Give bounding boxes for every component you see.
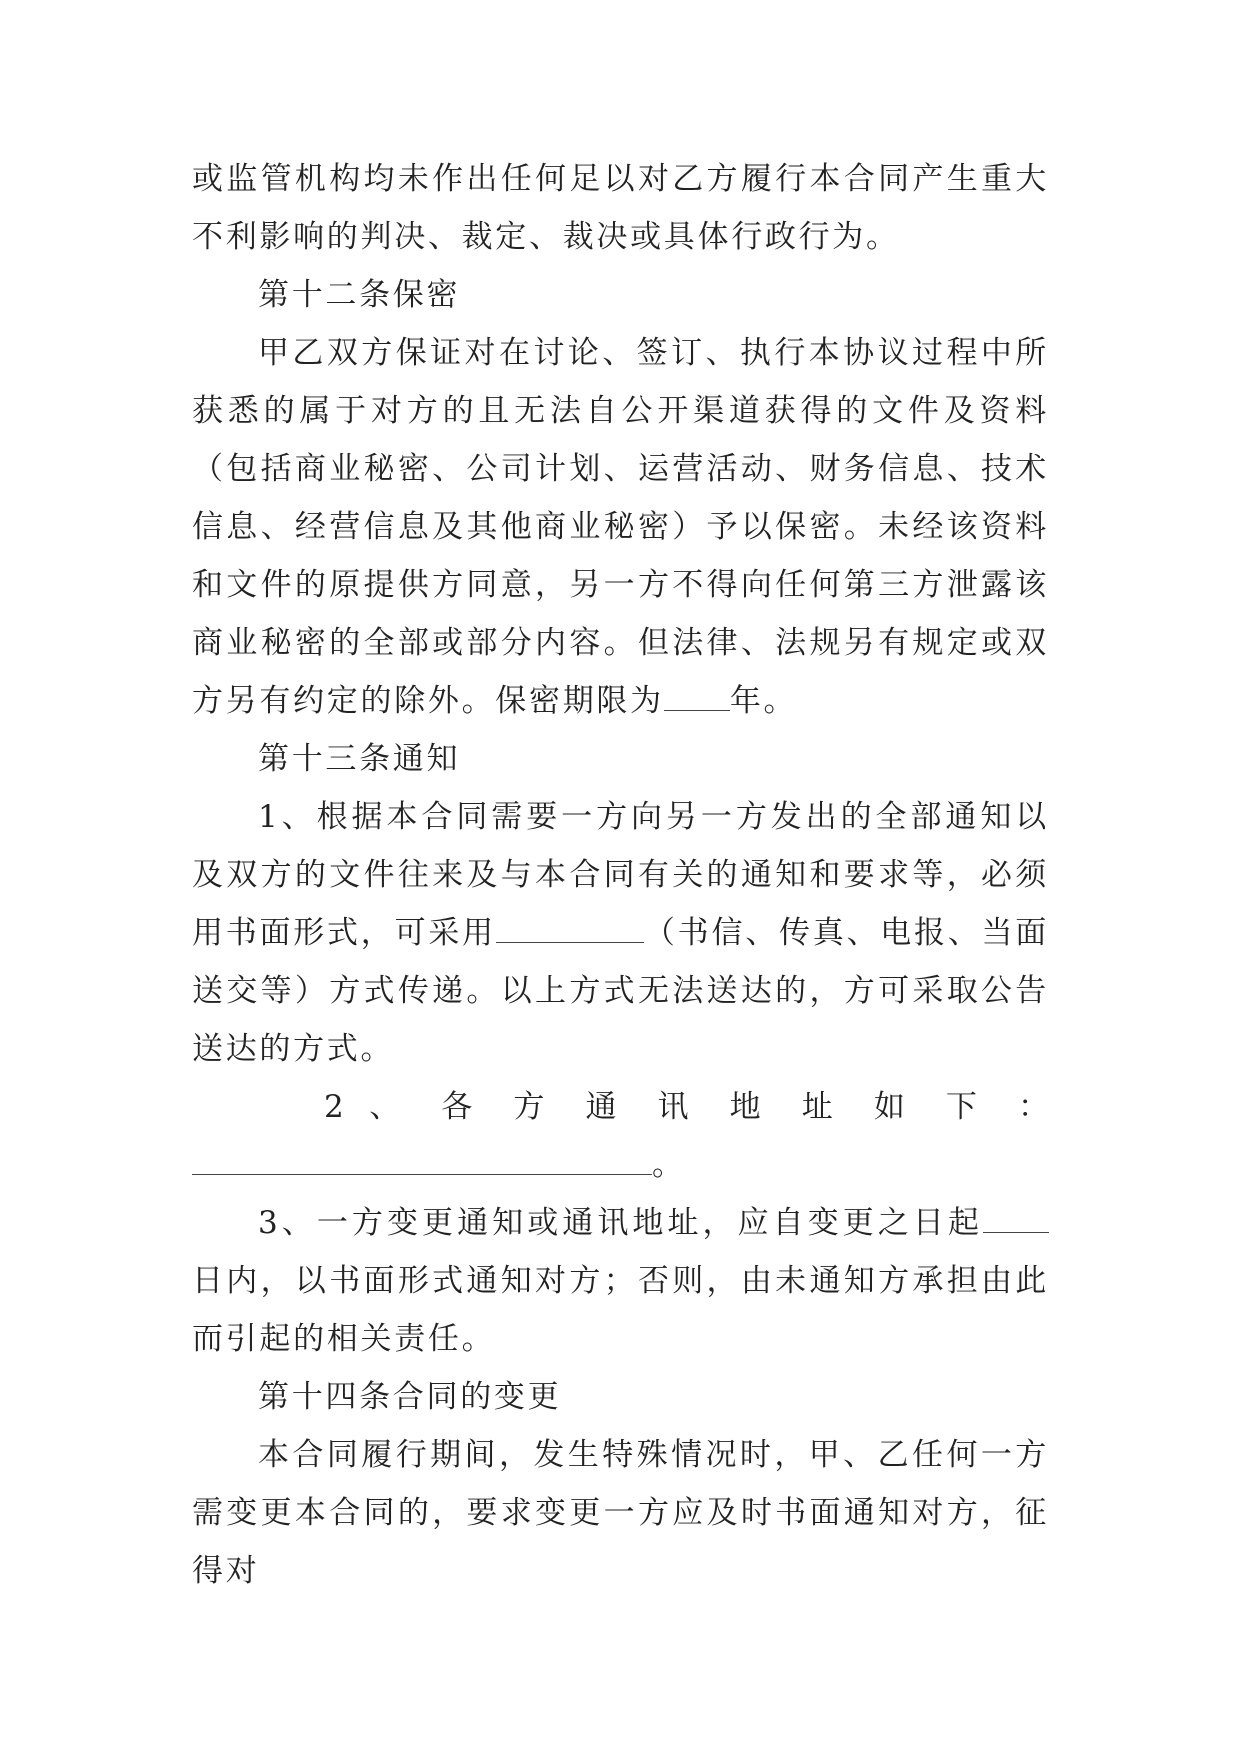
clause-13-heading bbox=[192, 730, 1049, 788]
clause-12-body bbox=[192, 324, 1049, 730]
blank-field-days[interactable] bbox=[983, 1202, 1049, 1233]
paragraph-text: 3、一方变更通知或通讯地址，应自变更之日起 bbox=[258, 1205, 983, 1241]
paragraph-text-tail: （书信、传真、电报、当面送交等）方式传递。以上方式无法送达的，方可采取公告送达的方式。 bbox=[192, 915, 1049, 1067]
heading-text: 第十四条合同的变更 bbox=[258, 1379, 562, 1415]
paragraph-text-tail: 日内，以书面形式通知对方；否则，由未通知方承担由此而引起的相关责任。 bbox=[192, 1263, 1049, 1357]
blank-field-years[interactable] bbox=[664, 680, 730, 711]
clause-13-item-2 bbox=[192, 1078, 1049, 1136]
clause-13-item-2-address-line bbox=[192, 1136, 1049, 1194]
clause-13-item-3 bbox=[192, 1194, 1049, 1368]
blank-field-method[interactable] bbox=[496, 912, 644, 943]
paragraph-text: 2 、 各 方 通 讯 地 址 如 下 ： bbox=[324, 1089, 1049, 1125]
paragraph-text-tail: 年。 bbox=[729, 683, 798, 719]
paragraph-text: 1、根据本合同需要一方向另一方发出的全部通知以及双方的文件往来及与本合同有关的通知和要求等，必须用书面形式，可采用 bbox=[192, 799, 1049, 951]
paragraph-text: 或监管机构均未作出任何足以对乙方履行本合同产生重大不利影响的判决、裁定、裁决或具体行政行为。 bbox=[192, 161, 1049, 255]
heading-text: 第十二条保密 bbox=[258, 277, 461, 313]
clause-14-heading bbox=[192, 1368, 1049, 1426]
paragraph-text: 甲乙双方保证对在讨论、签订、执行本协议过程中所获悉的属于对方的且无法自公开渠道获得的文件及资料（包括商业秘密、公司计划、运营活动、财务信息、技术信息、经营信息及其他商业秘密）予以保密。未经该资料和文件的原提供方同意，另一方不得向任何第三方泄露该商业秘密的全部或部分内容。但法律、法规另有规定或双方另有约定的除外。保密期限为 bbox=[192, 335, 1049, 719]
document-page bbox=[192, 150, 1049, 1600]
paragraph-text-tail: 。 bbox=[652, 1147, 686, 1183]
paragraph-text: 本合同履行期间，发生特殊情况时，甲、乙任何一方需变更本合同的，要求变更一方应及时书面通知对方，征得对 bbox=[192, 1437, 1049, 1589]
blank-field-address[interactable] bbox=[192, 1144, 652, 1175]
clause-14-body bbox=[192, 1426, 1049, 1600]
paragraph-prior-clause-end bbox=[192, 150, 1049, 266]
clause-13-item-1 bbox=[192, 788, 1049, 1078]
clause-12-heading bbox=[192, 266, 1049, 324]
heading-text: 第十三条通知 bbox=[258, 741, 461, 777]
